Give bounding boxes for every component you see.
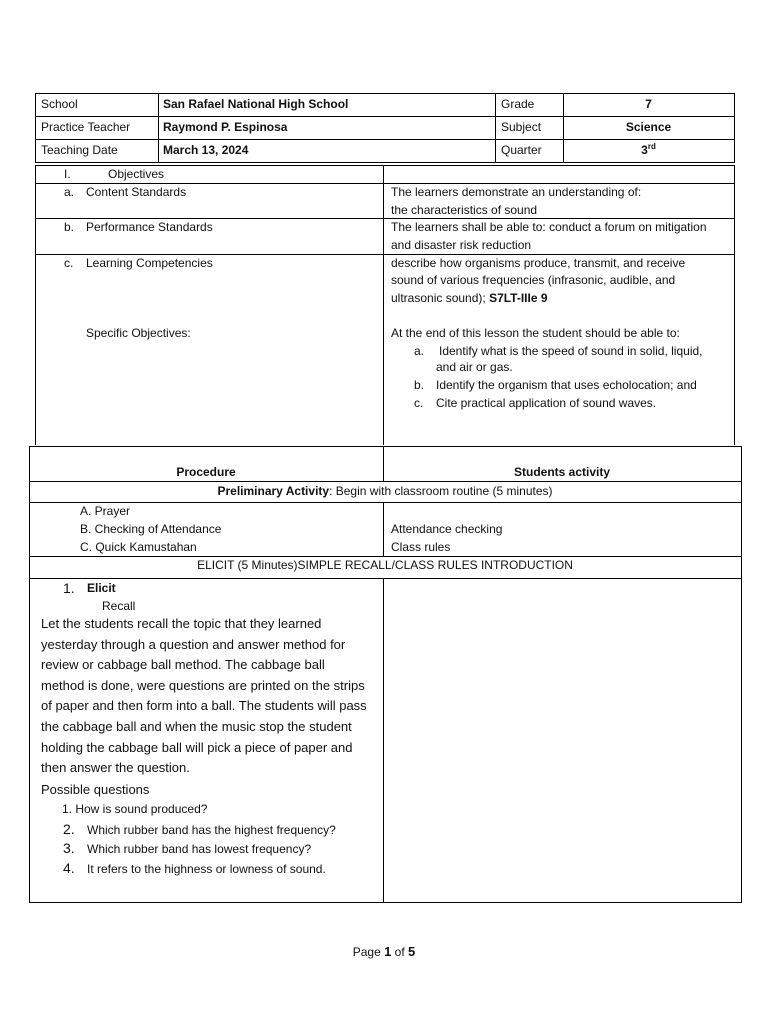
objectives-num: I. [64, 167, 71, 181]
recall-label: Recall [102, 599, 136, 613]
grade-value: 7 [645, 97, 652, 111]
page-footer: Page 1 of 5 [352, 944, 416, 959]
question-item: It refers to the highness or lowness of sound. [87, 862, 326, 876]
question-num: 4. [63, 860, 75, 876]
possible-questions-label: Possible questions [41, 782, 150, 797]
procedure-column-header: Procedure [176, 465, 236, 479]
students-activity-column-header: Students activity [513, 465, 611, 479]
competencies-text: sound of various frequencies (infrasonic, audible, and [391, 273, 676, 287]
competencies-text: describe how organisms produce, transmit, and receive [391, 256, 686, 270]
preliminary-item: B. Checking of Attendance [80, 522, 222, 536]
objectives-heading: Objectives [108, 167, 165, 181]
content-standards-text: The learners demonstrate an understanding of: [391, 185, 642, 199]
content-standards-num: a. [64, 185, 75, 199]
specific-objective-item: Identify the organism that uses echolocation; and [436, 378, 697, 392]
quarter-value: 3rd [641, 142, 656, 157]
question-item: Which rubber band has the highest frequency? [87, 823, 336, 837]
question-item: 1. How is sound produced? [62, 802, 208, 816]
quarter-label: Quarter [501, 143, 542, 157]
content-standards-label: Content Standards [86, 185, 187, 199]
elicit-paragraph: Let the students recall the topic that they learned yesterday through a question and answer method for review or cabbage ball method. The cabbage ball method is done, were questions are printed on the strips of paper and then form into a ball. The students will pass the cabbage ball and when the music stop the student holding the cabbage ball will pick a piece of paper and then answer the question. [41, 616, 367, 776]
subject-label: Subject [501, 120, 542, 134]
competency-code: S7LT-IIIe 9 [489, 291, 548, 305]
student-activity-item: Attendance checking [391, 522, 503, 536]
date-label: Teaching Date [41, 143, 118, 157]
performance-standards-text: and disaster risk reduction [391, 238, 532, 252]
performance-standards-text: The learners shall be able to: conduct a forum on mitigation [391, 220, 707, 234]
specific-objective-num: a. [414, 344, 425, 358]
specific-objectives-intro: At the end of this lesson the student should be able to: [391, 326, 680, 340]
elicit-title: Elicit [87, 581, 116, 595]
performance-standards-label: Performance Standards [86, 220, 213, 234]
subject-value: Science [625, 120, 672, 134]
specific-objective-item: and air or gas. [436, 360, 513, 374]
competencies-label: Learning Competencies [86, 256, 213, 270]
date-value: March 13, 2024 [163, 143, 249, 157]
specific-objectives-label: Specific Objectives: [86, 326, 191, 340]
specific-objective-item: Cite practical application of sound waves. [436, 396, 657, 410]
student-activity-item: Class rules [391, 540, 451, 554]
page-total: 5 [408, 944, 416, 959]
specific-objective-num: c. [414, 396, 424, 410]
question-item: Which rubber band has lowest frequency? [87, 842, 312, 856]
grade-label: Grade [501, 97, 535, 111]
specific-objective-item: Identify what is the speed of sound in solid, liquid, [439, 344, 703, 358]
question-num: 3. [63, 840, 75, 856]
specific-objective-num: b. [414, 378, 425, 392]
quarter-suffix: rd [647, 142, 656, 151]
school-label: School [41, 97, 78, 111]
preliminary-item: A. Prayer [80, 504, 131, 518]
competencies-num: c. [64, 256, 74, 270]
content-standards-text: the characteristics of sound [391, 203, 538, 217]
performance-standards-num: b. [64, 220, 75, 234]
elicit-banner: ELICIT (5 Minutes)SIMPLE RECALL/CLASS RULES INTRODUCTION [197, 558, 573, 572]
teacher-label: Practice Teacher [41, 120, 131, 134]
preliminary-activity: Preliminary Activity: Begin with classroom routine (5 minutes) [217, 484, 553, 498]
competencies-text: ultrasonic sound); S7LT-IIIe 9 [391, 291, 548, 305]
teacher-value: Raymond P. Espinosa [163, 120, 288, 134]
preliminary-item: C. Quick Kamustahan [80, 540, 197, 554]
elicit-num: 1. [63, 580, 75, 596]
page-number: 1 [384, 944, 392, 959]
school-value: San Rafael National High School [163, 97, 349, 111]
question-num: 2. [63, 821, 75, 837]
